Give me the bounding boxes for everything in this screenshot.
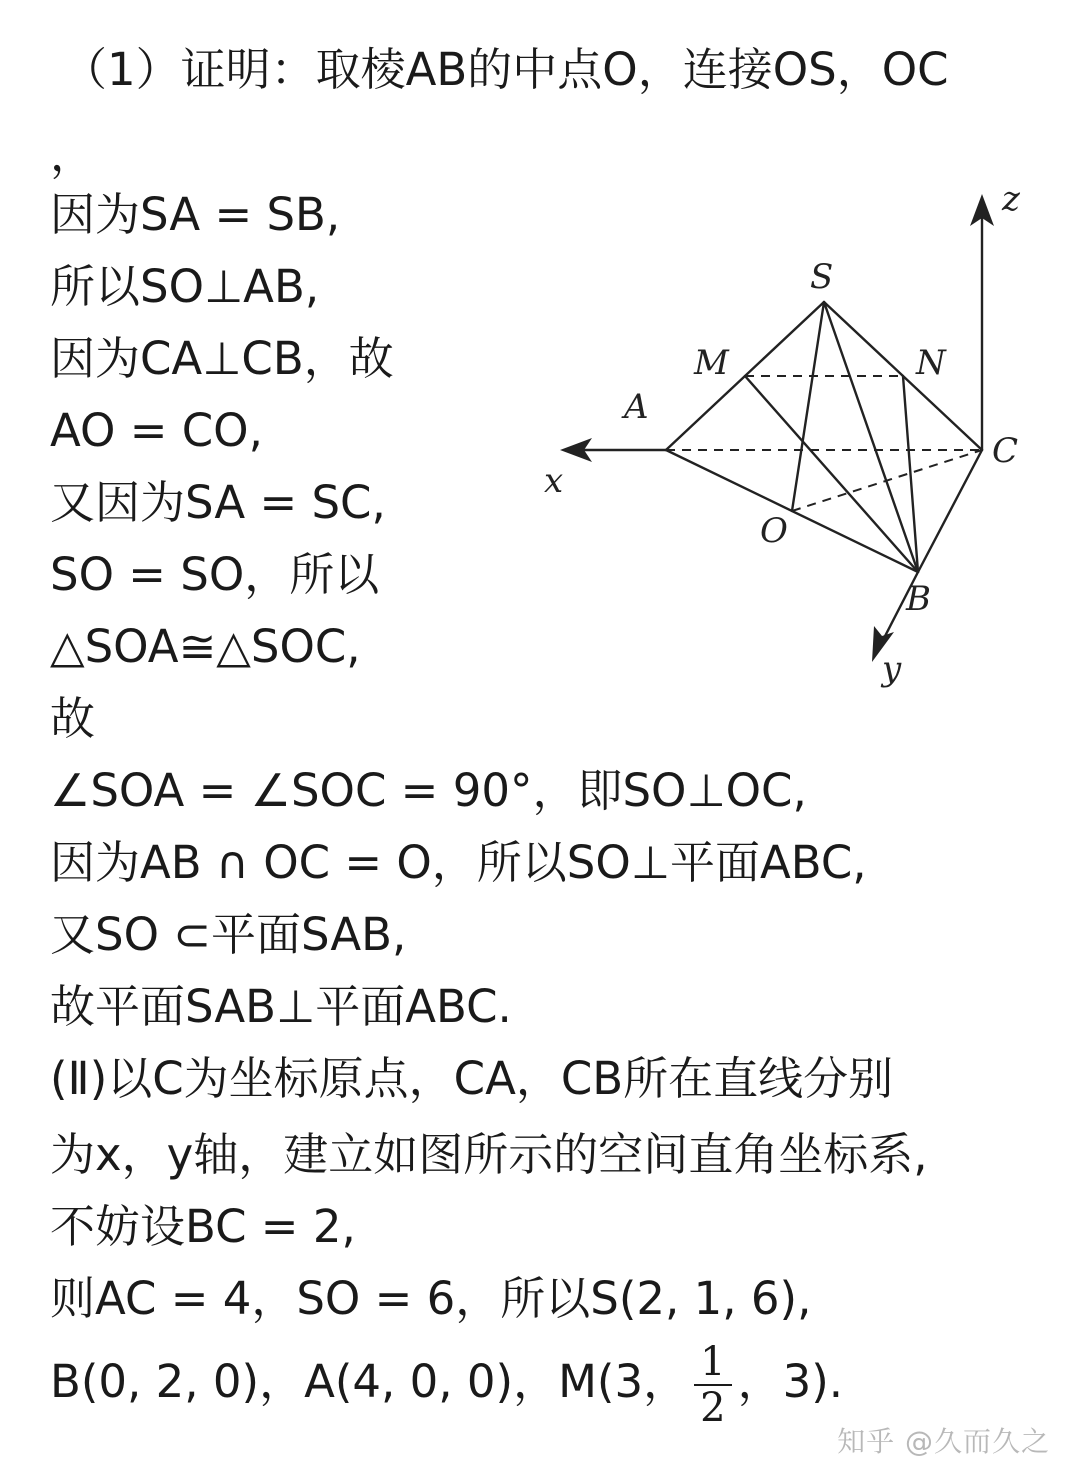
label-O: O	[760, 511, 788, 551]
proof-line-6: AO = CO,	[50, 404, 263, 457]
proof-line-2: ，	[50, 128, 96, 181]
label-z: z	[1002, 180, 1020, 219]
proof-line-14: 故平面SAB⊥平面ABC.	[50, 980, 512, 1033]
proof-line-8: SO = SO，所以	[50, 548, 380, 601]
proof-line-19	[50, 1340, 843, 1430]
label-B: B	[906, 579, 931, 619]
proof-line-4: 所以SO⊥AB,	[50, 260, 320, 313]
proof-line-18: 则AC = 4，SO = 6，所以S(2, 1, 6),	[50, 1272, 812, 1325]
proof-line-13: 又SO ⊂平面SAB,	[50, 908, 407, 961]
edge-SB	[824, 302, 918, 572]
coordinate-text: B(0, 2, 0)，A(4, 0, 0)，M(3，	[50, 1355, 689, 1408]
proof-line-7: 又因为SA = SC,	[50, 476, 386, 529]
proof-line-12: 因为AB ∩ OC = O，所以SO⊥平面ABC,	[50, 836, 867, 889]
fraction-numerator: 1	[694, 1340, 731, 1386]
label-S: S	[810, 257, 834, 297]
label-x: x	[544, 461, 564, 501]
pyramid-coordinate-figure	[530, 180, 1050, 700]
coordinate-tail: ，3).	[737, 1355, 844, 1408]
label-A: A	[624, 387, 649, 427]
proof-line-9: △SOA≅△SOC,	[50, 620, 361, 673]
proof-line-10: 故	[50, 692, 96, 745]
proof-line-1: （1）证明：取棱AB的中点O，连接OS，OC	[62, 43, 949, 96]
proof-line-11: ∠SOA = ∠SOC = 90°，即SO⊥OC,	[50, 764, 807, 817]
edge-SO	[792, 302, 824, 511]
label-y: y	[882, 649, 902, 689]
fraction-denominator: 2	[700, 1385, 726, 1431]
proof-line-16: 为x，y轴，建立如图所示的空间直角坐标系,	[50, 1128, 928, 1181]
edge-BC	[918, 450, 982, 572]
label-N: N	[916, 343, 946, 383]
proof-line-15: (Ⅱ)以C为坐标原点，CA，CB所在直线分别	[50, 1052, 894, 1105]
proof-line-17: 不妨设BC = 2,	[50, 1200, 356, 1253]
fraction-one-half	[694, 1340, 731, 1430]
label-C: C	[992, 431, 1019, 471]
proof-line-3: 因为SA = SB,	[50, 188, 341, 241]
proof-line-5: 因为CA⊥CB，故	[50, 332, 394, 385]
watermark: 知乎 @久而久之	[837, 1425, 1050, 1458]
label-M: M	[694, 343, 729, 383]
